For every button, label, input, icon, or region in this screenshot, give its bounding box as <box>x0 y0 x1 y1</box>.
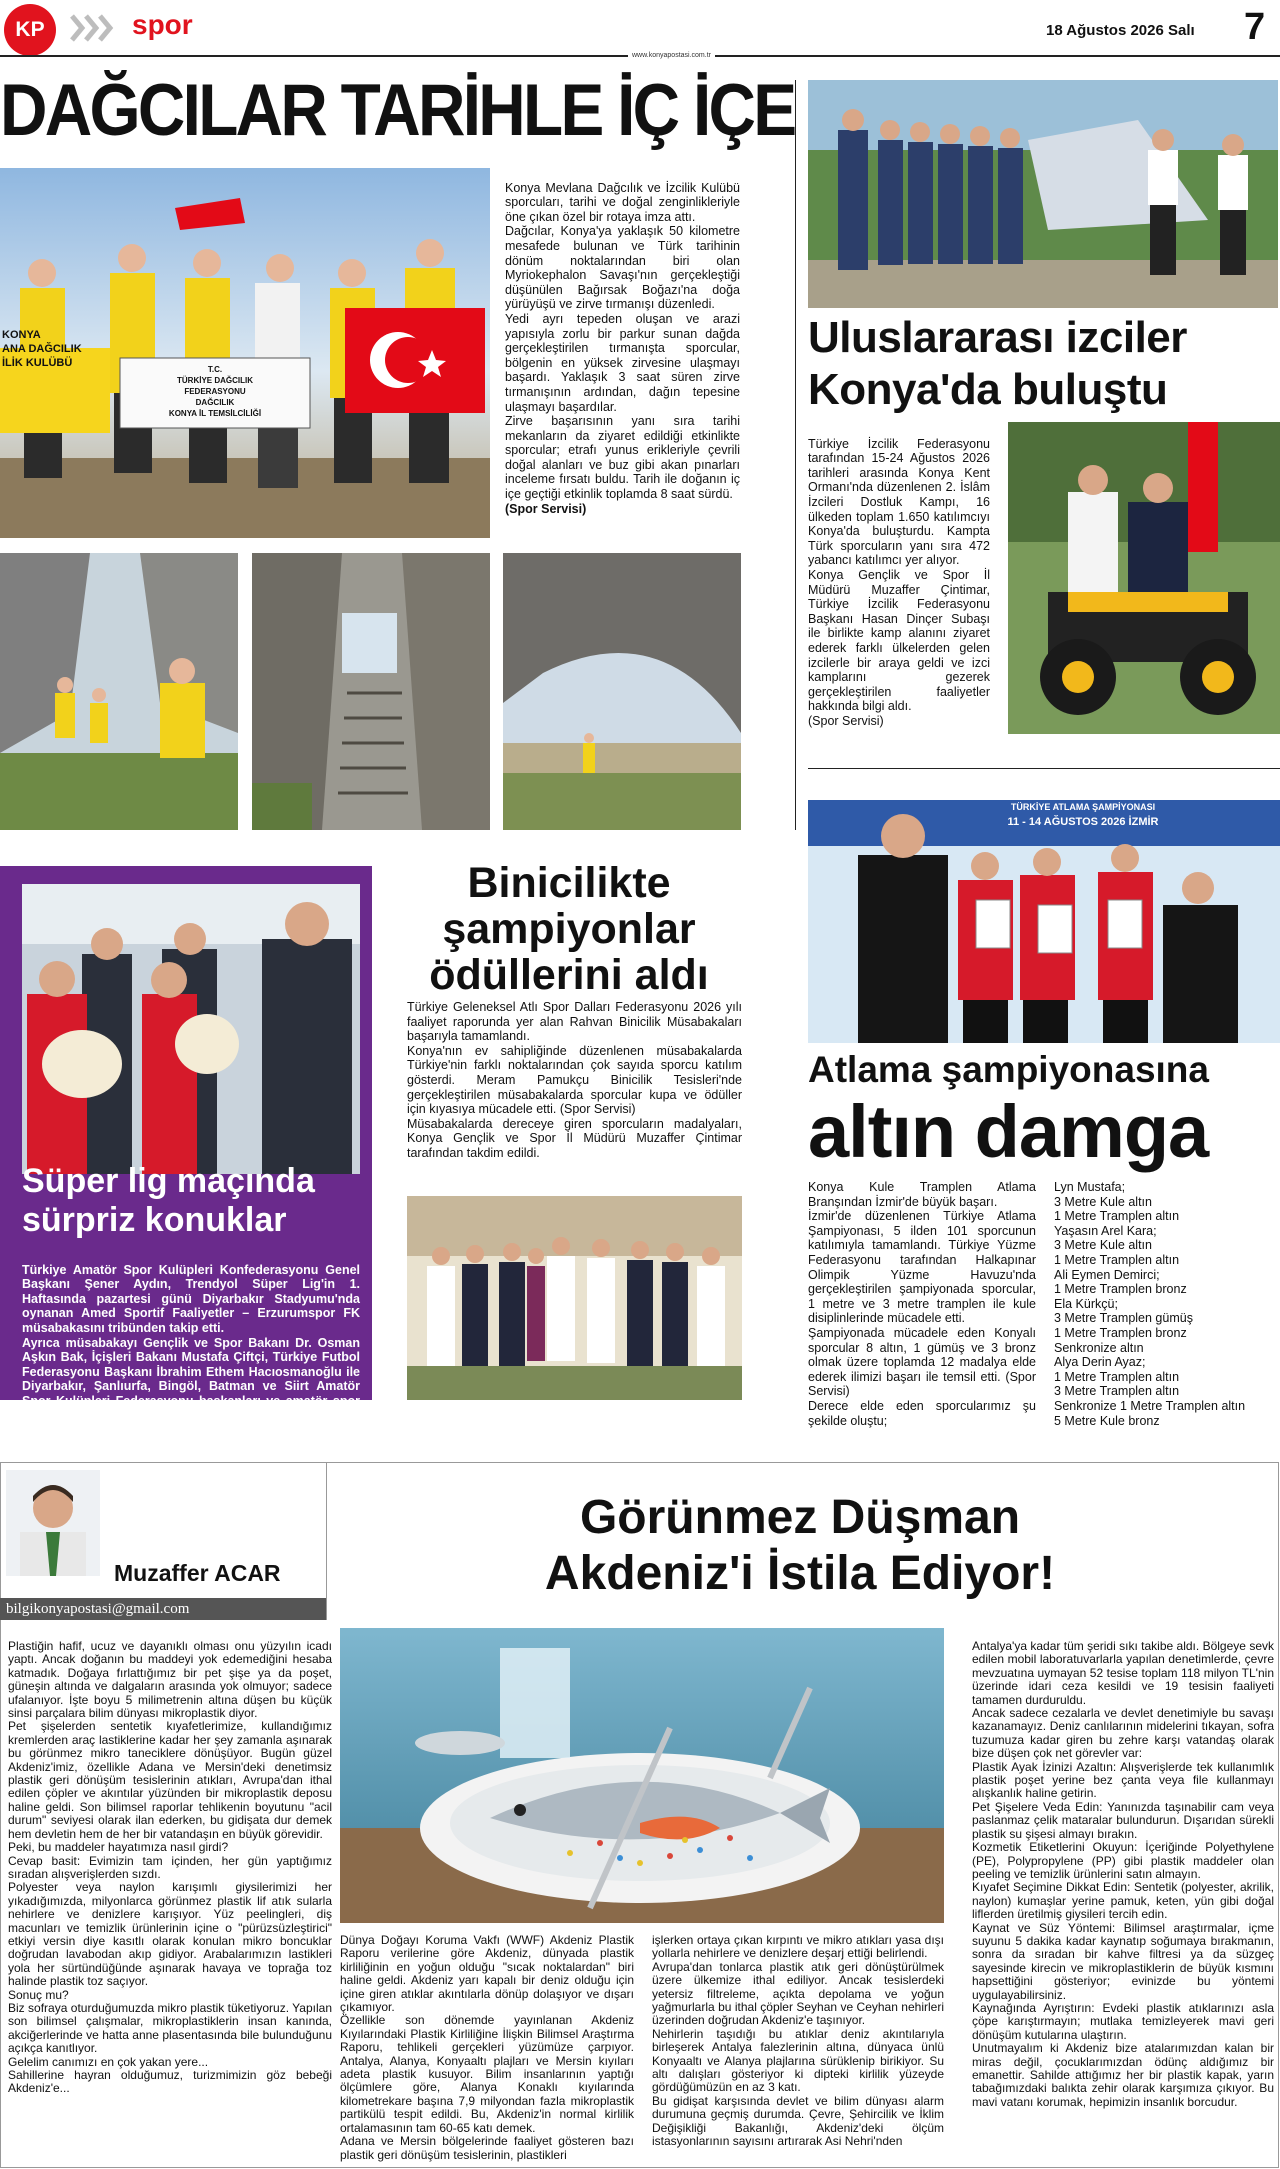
column-divider <box>795 80 796 830</box>
author-name: Muzaffer ACAR <box>114 1560 281 1586</box>
superlig-officials-photo <box>22 884 360 1174</box>
federation-banner-text: T.C. TÜRKİYE DAĞCILIK FEDERASYONU DAĞCILIK KONYA İL TEMSİLCİLİĞİ <box>168 365 262 418</box>
climbers-summit-photo <box>0 168 490 538</box>
superlig-box <box>0 866 372 1438</box>
author-divider <box>326 1462 327 1620</box>
logo-text: KP <box>15 18 45 41</box>
climbers-rocks-photo <box>0 553 238 830</box>
microplastic-fish-illustration <box>340 1628 944 1923</box>
column-headline <box>340 1490 1260 1602</box>
izciler-body-text: Türkiye İzcilik Federasyonu tarafından 15-24 Ağustos 2026 tarihleri arasında Konya Kent Ormanı'nda düzenlenen 2. İslâm İzcileri Dostluk Kampı, 16 ülkeden toplam 1.650 katılımcıyı Konya'da buluşturdu. Kampta Türk sporcuların yanı sıra 472 yabancı katılımcı yer alıyor. Konya Gençlik ve Spor İl Müdürü Muzaffer Çintimar, Türkiye İzcilik Federasyonu Başkanı Hasan Dinçer Subaşı ile birlikte kamp alanını ziyaret ederek farklı ülkelerden gelen izcilerle bir araya geldi ve izci kamplarını gezerek gerçekleştirilen faaliyetler hakkında bilgi aldı. <box>808 436 990 714</box>
equestrian-ceremony-photo <box>407 1196 742 1400</box>
column-text-3: işlerken ortaya çıkan kırpıntı ve mikro atıkları yasa dışı yollarla nehirlere ve denizlere deşarj ettiği belirlendi. Avrupa'dan tonlarca plastik atık geri dönüştürülmek üzere ülkemize ithal ediliyor. Ancak tesislerdeki yetersiz filtreleme, açıkta depolama ve yoğun yağmurlarla bu ithal çöpler Seyhan ve Ceyhan nehirleri üzerinden doğrudan Akdeniz'e taşınıyor. Nehirlerin taşıdığı bu atıklar deniz akıntılarıyla birleşerek Antalya falezlerinin altına, dünyaca ünlü Konyaaltı ve Alanya plajlarına sürüklenip birikiyor. Su altı dalışları gösteriyor ki dipteki kirlilik yüzeyde gördüğümüzün en az 3 katı. Bu gidişat karşısında devlet ve bilim dünyası alarm durumuna geçmiş durumda. Çevre, Şehircilik ve İklim Değişikliği Bakanlığı, Akdeniz'deki ölçüm istasyonlarının sayısını artırarak Asi Nehri'nden <box>652 1933 944 2149</box>
izciler-headline: Uluslararası izciler Konya'da buluştu <box>808 313 1187 414</box>
page-number: 7 <box>1244 6 1266 48</box>
rock-arch-photo <box>503 553 741 830</box>
diving-medalists-photo <box>808 800 1280 1043</box>
issue-date: 18 Ağustos 2026 Salı <box>1046 22 1195 39</box>
dagcilar-credit: (Spor Servisi) <box>505 501 587 516</box>
page-header <box>0 0 1280 58</box>
izciler-body <box>808 422 990 728</box>
superlig-body <box>22 1248 360 1438</box>
atlama-headline-1: Atlama şampiyonasına <box>808 1049 1209 1090</box>
superlig-headline: Süper lig maçında sürpriz konuklar <box>22 1162 315 1239</box>
column-headline-1: Görünmez Düşman <box>579 1491 1021 1544</box>
dagcilar-body-text: Konya Mevlana Dağcılık ve İzcilik Kulübü sporcuları, tarihi ve doğal zenginlikleriyle öne çıkan özel bir rotaya imza attı. Dağcılar, Konya'ya yaklaşık 50 kilometre mesafede bulunan ve Türk tarihinin dönüm noktalarından biri olan Myriokephalon Savaşı'nın gerçekleştiği düşünülen Bağırsak Boğazı'na doğa yürüyüşü ve zirve tırmanışı düzenledi. Yedi ayrı tepeden oluşan ve arazi yapısıyla zorlu bir parkur sunan dağda gerçekleştirilen tırmanışta sporcular, bölgenin en yüksek zirvesine ulaşmayı başardı. Yaklaşık 3 saat süren zirve tırmanışının ardından, dağın tepesine ulaşmayı başardılar. Zirve başarısının yanı sıra tarihi mekanların da ziyaret edildiği etkinlikte sporcular; etrafı yunus erikleriyle çevrili doğal alanları ve buz gibi akan pınarları inceleme fırsatı buldu. Tarih ile doğanın iç içe geçtiği etkinlik toplamda 8 saat sürdü. <box>505 180 740 502</box>
column-text-1: Plastiğin hafif, ucuz ve dayanıklı olması onu yüzyılın icadı yaptı. Ancak doğanın bu maddeyi yok edemediğini hesaba katmadık. Doğaya fırlattığımız bir pet şişe ya da poşet, güneşin altında ve dalgaların arasında yok olmuyor; sadece ufalanıyor. İşte boyu 5 milimetrenin altına düşen bu küçük sinsi parçalara bilim dünyası mikroplastik diyor. Pet şişelerden sentetik kıyafetlerimize, kullandığımız kremlerden araç lastiklerine kadar her şey zamanla aşınarak bu görünmez mikro taneciklere dönüşüyor. Bugün güzel Akdeniz'imiz, özellikle Adana ve Mersin'deki denetimsiz plastik geri dönüşüm tesislerinin atıkları, Avrupa'dan ithal edilen çöpler ve akıntılar yüzünden bir mikroplastik deposu haline geldi. Son bilimsel raporlar tehlikenin boyutunu "acil durum" seviyesi olarak ilan ederken, bu gidişata dur demek hem devletin hem de her bir vatandaşın en büyük görevidir. Peki, bu maddeler hayatımıza nasıl girdi? Cevap basit: Evimizin tam içinden, her gün yaptığımız sıradan alışverişlerden sızdı. Polyester veya naylon karışımlı giysilerimizi her yıkadığımızda, milyonlarca görünmez plastik lif atık sularla nehirlere ve denizlere karışıyor. Yüz peelingleri, diş macunları ve temizlik ürünlerinin içine o "pürüzsüzleştirici" etkiyi versin diye kasıtlı olarak konulan mikro boncuklar doğrudan lavabodan akıp gidiyor. Arabalarımızın lastikleri yola her sürtündüğünde aşınarak havaya ve toprağa toz halinde plastik toz saçıyor. Sonuç mu? Biz sofraya oturduğumuzda mikro plastik tüketiyoruz. Yapılan son bilimsel çalışmalar, mikroplastiklerin insan kanında, akciğerlerinde ve hatta anne plasentasında bile bulunduğunu açıkça kanıtlıyor. Gelelim canımızı en çok yakan yere... Sahillerine hayran olduğumuz, turizmimizin göz bebeği Akdeniz'e... <box>8 1639 332 2096</box>
column-text-2: Dünya Doğayı Koruma Vakfı (WWF) Akdeniz Plastik Raporu verilerine göre Akdeniz, dünyada plastik kirliliğinin en yoğun olduğu "sıcak noktalardan" biri haline geldi. Akdeniz yarı kapalı bir deniz olduğu için içine giren atıklar akıntılarla dönüp dolaşıyor ve dışarı çıkamıyor. Özellikle son dönemde yayınlanan Akdeniz Kıyılarındaki Plastik Kirliliğine İlişkin Bilimsel Araştırma Raporu, tehlikeli gerçekleri yüzümüze çarpıyor. Antalya, Alanya, Konyaaltı plajları ve Mersin kıyıları adeta plastik kusuyor. Bilim insanlarının yaptığı ölçümlere göre, Alanya Konaklı kıyılarında kilometrekare başına 7,9 milyondan fazla mikroplastik partikülü tespit edildi. Bu, Akdeniz'in normal kirlilik ortalamasının tam 60-65 katı demek. Adana ve Mersin bölgelerinde faaliyet gösteren bazı plastik geri dönüşüm tesislerinin, plastikleri <box>340 1933 634 2162</box>
atlama-headline-2: altın damga <box>808 1090 1209 1173</box>
site-url[interactable]: www.konyapostasi.com.tr <box>628 52 715 59</box>
championship-banner-text: TÜRKİYE ATLAMA ŞAMPİYONASI <box>1010 802 1156 812</box>
column-headline-2: Akdeniz'i İstila Ediyor! <box>544 1547 1056 1600</box>
dagcilar-headline: DAĞCILAR TARİHLE İÇ İÇE <box>0 70 795 151</box>
author-photo <box>6 1470 100 1576</box>
atlama-body-right: Lyn Mustafa; 3 Metre Kule altın 1 Metre Tramplen altın Yaşasın Arel Kara; 3 Metre Kule altın 1 Metre Tramplen altın Ali Eymen Demirci; 1 Metre Tramplen bronz Ela Kürkçü; 3 Metre Tramplen gümüş 1 Metre Tramplen bronz Senkronize altın Alya Derin Ayaz; 1 Metre Tramplen altın 3 Metre Tramplen altın Senkronize 1 Metre Tramplen altın 5 Metre Kule bronz <box>1054 1180 1246 1428</box>
atv-officials-photo <box>1008 422 1280 734</box>
author-email[interactable]: bilgikonyapostasi@gmail.com <box>6 1601 190 1617</box>
scouts-lineup-photo <box>808 80 1278 308</box>
superlig-body-text: Türkiye Amatör Spor Kulüpleri Konfederasyonu Genel Başkanı Şener Aydın, Trendyol Süper Lig'in 1. Haftasında pazartesi günü Diyarbakır Stadyumu'nda oynanan Amed Sportif Faaliyetler – Erzurumspor FK müsabakasını tribünden takip etti. Ayrıca müsabakayı Gençlik ve Spor Bakanı Dr. Osman Aşkın Bak, İçişleri Bakanı Mustafa Çiftçi, Türkiye Futbol Federasyonu Başkanı İbrahim Ethem Hacıosmanoğlu ile Diyarbakır, Şanlıurfa, Bingöl, Batman ve Siirt Amatör Spor Kulüpleri Federasyonu başkanları ve amatör spor temsilcileri de mücadeleyi takip eden isimlerdi. <box>22 1262 360 1423</box>
atlama-body-left: Konya Kule Tramplen Atlama Branşından İzmir'de büyük başarı. İzmir'de düzenlenen Türkiye Atlama Şampiyonası, 5 ilden 101 sporcunun katılımıyla tamamlandı. Türkiye Yüzme Federasyonu tarafından Halkapınar Olimpik Yüzme Havuzu'nda gerçekleştirilen şampiyonada sporcular, 1 metre ve 3 metre tramplen ile kule disiplinlerinde mücadele etti. Şampiyonada mücadele eden Konyalı sporcular 8 altın, 1 gümüş ve 3 bronz olmak üzere toplamda 12 madalya elde ederek ilimizi başarı ile temsil etti. (Spor Servisi) Derece elde eden sporcularımız şu şekilde oluştu; <box>808 1180 1036 1428</box>
club-banner-text: KONYA ANA DAĞCILIK İLİK KULÜBÜ <box>2 329 82 369</box>
superlig-credit: (Spor Servisi) <box>22 1423 104 1438</box>
section-title: spor <box>132 9 193 40</box>
binicilik-body: Türkiye Geleneksel Atlı Spor Dalları Federasyonu 2026 yılı faaliyet raporunda yer alan Rahvan Binicilik Müsabakaları başarıyla tamamlandı. Konya'nın ev sahipliğinde düzenlenen müsabakalarda Türkiye'nin farklı noktalarından çok sayıda sporcu katılım gösterdi. Meram Pamukçu Binicilik Tesisleri'nde gerçekleştirilen müsabakalarda sporcular kupa ve ödüller için kıyasıya mücadele etti. (Spor Servisi) Müsabakalarda dereceye giren sporcuların madalyaları, Konya Gençlik ve Spor İl Müdürü Muzaffer Çintimar tarafından takdim edildi. <box>407 1000 742 1160</box>
izciler-credit: (Spor Servisi) <box>808 713 884 728</box>
dagcilar-body <box>505 166 740 516</box>
championship-banner-dates: 11 - 14 AĞUSTOS 2026 İZMİR <box>1007 816 1159 828</box>
canyon-stairs-photo <box>252 553 490 830</box>
logo-badge <box>4 4 56 56</box>
chevron-icon <box>68 12 118 44</box>
izciler-rule <box>808 768 1280 769</box>
binicilik-headline: Binicilikte şampiyonlar ödüllerini aldı <box>429 859 709 999</box>
column-text-4: Antalya'ya kadar tüm şeridi sıkı takibe aldı. Bölgeye sevk edilen mobil laboratuvarlarla yapılan denetimlerde, çevre mevzuatına uymayan 52 tesise toplam 118 milyon TL'nin üzerinde idari ceza kesildi ve 19 tesisin faaliyeti tamamen durduruldu. Ancak sadece cezalarla ve devlet denetimiyle bu savaşı kazanamayız. Deniz canlılarının midelerini tıkayan, sofra tuzumuza kadar giren bu zehre karşı vatandaş olarak bize düşen çok net görevler var: Plastik Ayak İzinizi Azaltın: Alışverişlerde tek kullanımlık plastik poşet yerine bez çanta veya file kullanmayı alışkanlık haline getirin. Pet Şişelere Veda Edin: Yanınızda taşınabilir cam veya paslanmaz çelik mataralar bulundurun. Dışarıdan sürekli plastik su şişesi almayı bırakın. Kozmetik Etiketlerini Okuyun: İçeriğinde Polyethylene (PE), Polypropylene (PP) gibi plastik maddeler olan peeling ve temizlik ürünlerini satın almayın. Kıyafet Seçimine Dikkat Edin: Sentetik (polyester, akrilik, naylon) kumaşlar yerine pamuk, keten, yün gibi doğal liflerden üretilmiş giysileri tercih edin. Kaynat ve Süz Yöntemi: Bilimsel araştırmalar, içme suyunu 5 dakika kadar kaynatıp soğumaya bırakmanın, sonra da sıradan bir kahve filtresi ya da süzgeç sayesinde kirecin ve mikroplastiklerin de büyük kısmını hapsettiğini gösteriyor; evinizde bu yöntemi uygulayabilirsiniz. Kaynağında Ayrıştırın: Evdeki plastik atıklarınızı asla çöpe karıştırmayın; mutlaka temizleyerek mavi geri dönüşüm kutularına ulaştırın. Unutmayalım ki Akdeniz bize atalarımızdan kalan bir miras değil, çocuklarımızdan ödünç aldığımız bir emanettir. Sahilde attığımız her bir plastik kapak, yarın tabağımızdaki balıkta zehir olarak karşımıza çıkıyor. Bu mavi vatanı korumak, hepimizin insanlık borcudur. <box>972 1639 1274 2109</box>
